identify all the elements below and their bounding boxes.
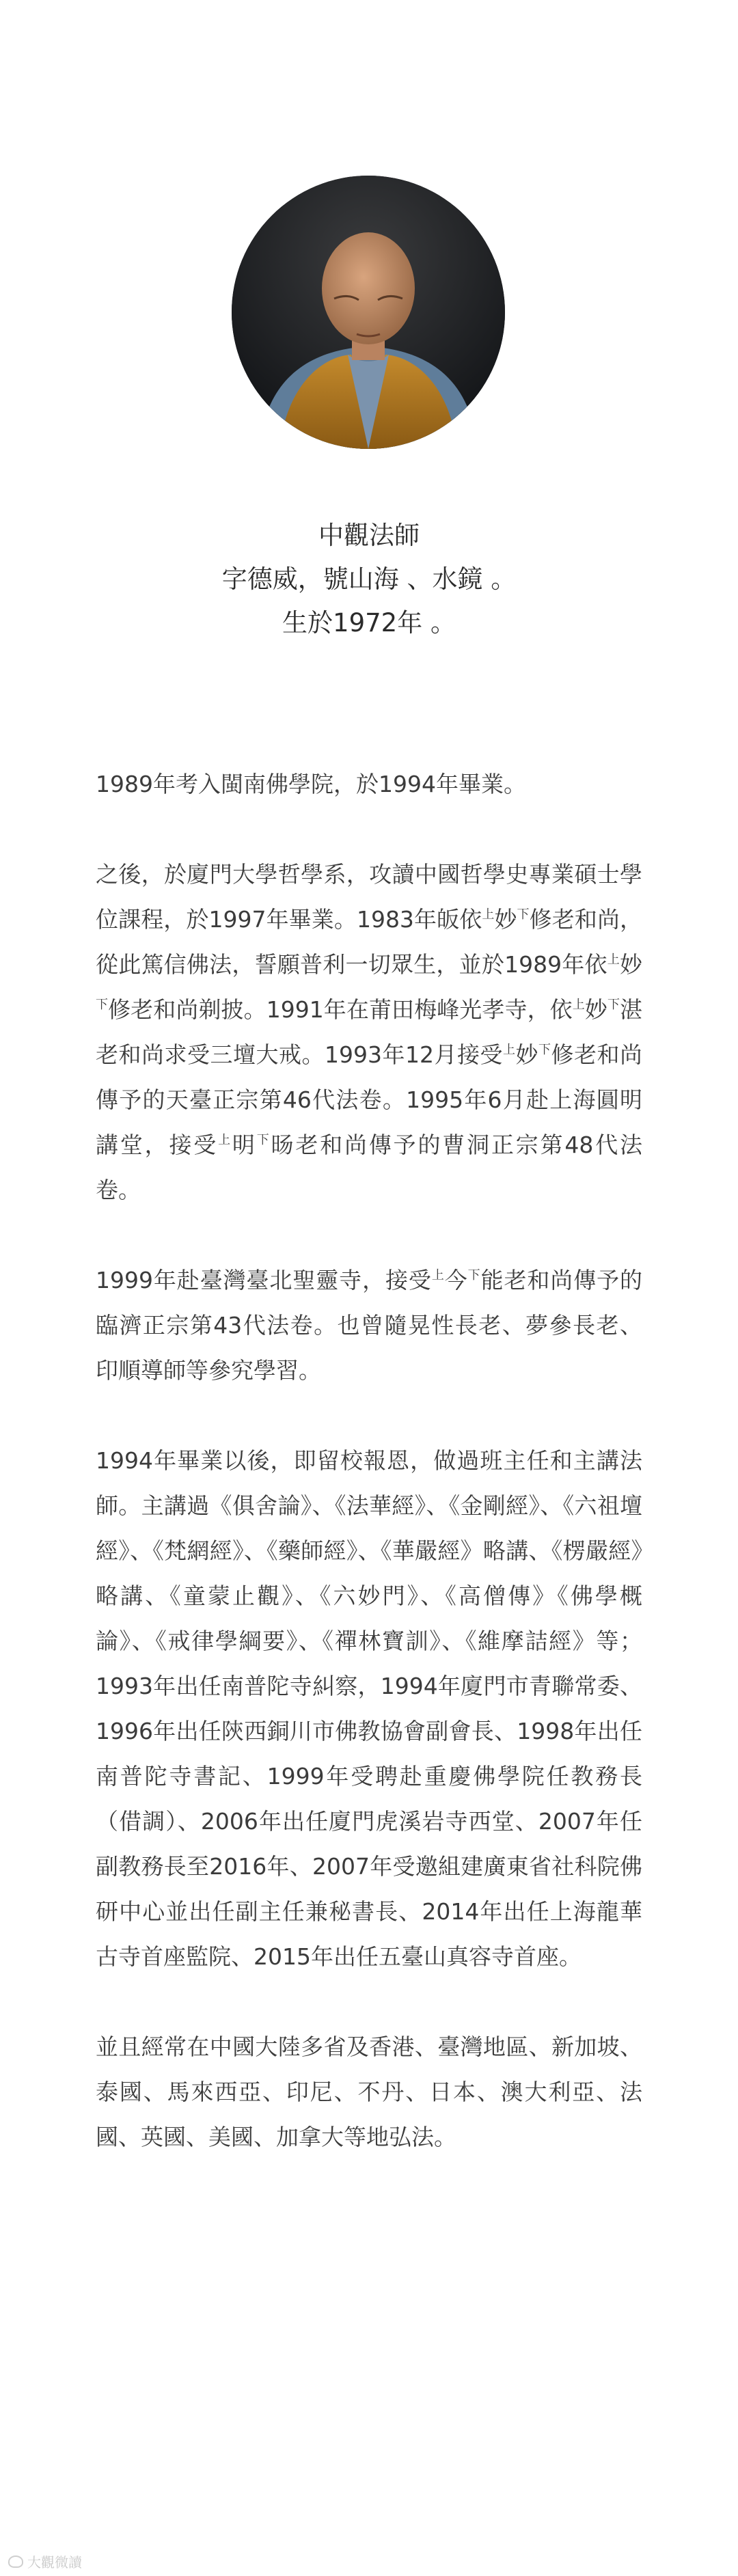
profile-style-name: 字德威，號山海 、水鏡 。 [221,564,517,594]
honorific-mark-down: 下 [517,907,530,922]
profile-intro [0,514,738,645]
portrait-avatar [232,176,505,449]
honorific-mark-down: 下 [256,1133,271,1147]
profile-name: 中觀法師 [318,521,420,550]
honorific-mark-up: 上 [482,907,495,922]
paragraph-career: 1994年畢業以後，即留校報恩，做過班主任和主講法師。主講過《俱舍論》、《法華經》、《金剛經》、《六祖壇經》、《梵網經》、《藥師經》、《華嚴經》略講、《楞嚴經》略講、《童蒙止觀》、《六妙門》、《高僧傳》《佛學概論》、《戒律學綱要》、《禪林寶訓》、《維摩詰經》等；1993年出任南普陀寺糾察，1994年廈門市青聯常委、1996年出任陝西銅川市佛教協會副會長、1998年出任南普陀寺書記、1999年受聘赴重慶佛學院任教務長（借調）、2006年出任廈門虎溪岩寺西堂、2007年任副教務長至2016年、2007年受邀組建廣東省社科院佛研中心並出任副主任兼秘書長、2014年出任上海龍華古寺首座監院、2015年出任五臺山真容寺首座。 [96,1447,642,1970]
honorific-mark-up: 上 [218,1133,232,1147]
honorific-mark-down: 下 [538,1043,551,1057]
paragraph-dharma-travels: 並且經常在中國大陸多省及香港、臺灣地區、新加坡、泰國、馬來西亞、印尼、不丹、日本、澳大利亞、法國、英國、美國、加拿大等地弘法。 [96,2033,642,2150]
monk-portrait-image [232,176,505,449]
weibo-icon [8,2556,23,2568]
honorific-mark-up: 上 [431,1268,445,1283]
honorific-mark-down: 下 [607,998,620,1012]
profile-born: 生於1972年 。 [282,608,456,638]
honorific-mark-up: 上 [503,1043,516,1057]
biography-article [96,762,642,2205]
honorific-mark-down: 下 [467,1268,481,1283]
paragraph-taiwan: 1999年赴臺灣臺北聖靈寺，接受$^上$今$_下$能老和尚傳予的臨濟正宗第43代法卷。也曾隨晃性長老、夢參長老、印順導師等參究學習。 [96,1267,643,1384]
paragraph-education: 1989年考入閩南佛學院，於1994年畢業。 [96,771,526,797]
paragraph-lineage: 之後，於廈門大學哲學系，攻讀中國哲學史專業碩士學位課程，於1997年畢業。1983年皈依$^上$妙$_下$修老和尚，從此篤信佛法，誓願普利一切眾生，並於1989年依$^上$妙$_下$修老和尚剃披。1991年在莆田梅峰光孝寺，依$^上$妙$_下$湛老和尚求受三壇大戒。1993年12月接受$^上$妙$_下$修老和尚傳予的天臺正宗第46代法卷。1995年6月赴上海圓明講堂，接受$^上$明$_下$旸老和尚傳予的曹洞正宗第48代法卷。 [96,861,643,1203]
watermark: 大觀微讀 [8,2551,82,2571]
honorific-mark-up: 上 [572,998,585,1012]
honorific-mark-up: 上 [607,953,620,967]
honorific-mark-down: 下 [96,998,109,1012]
